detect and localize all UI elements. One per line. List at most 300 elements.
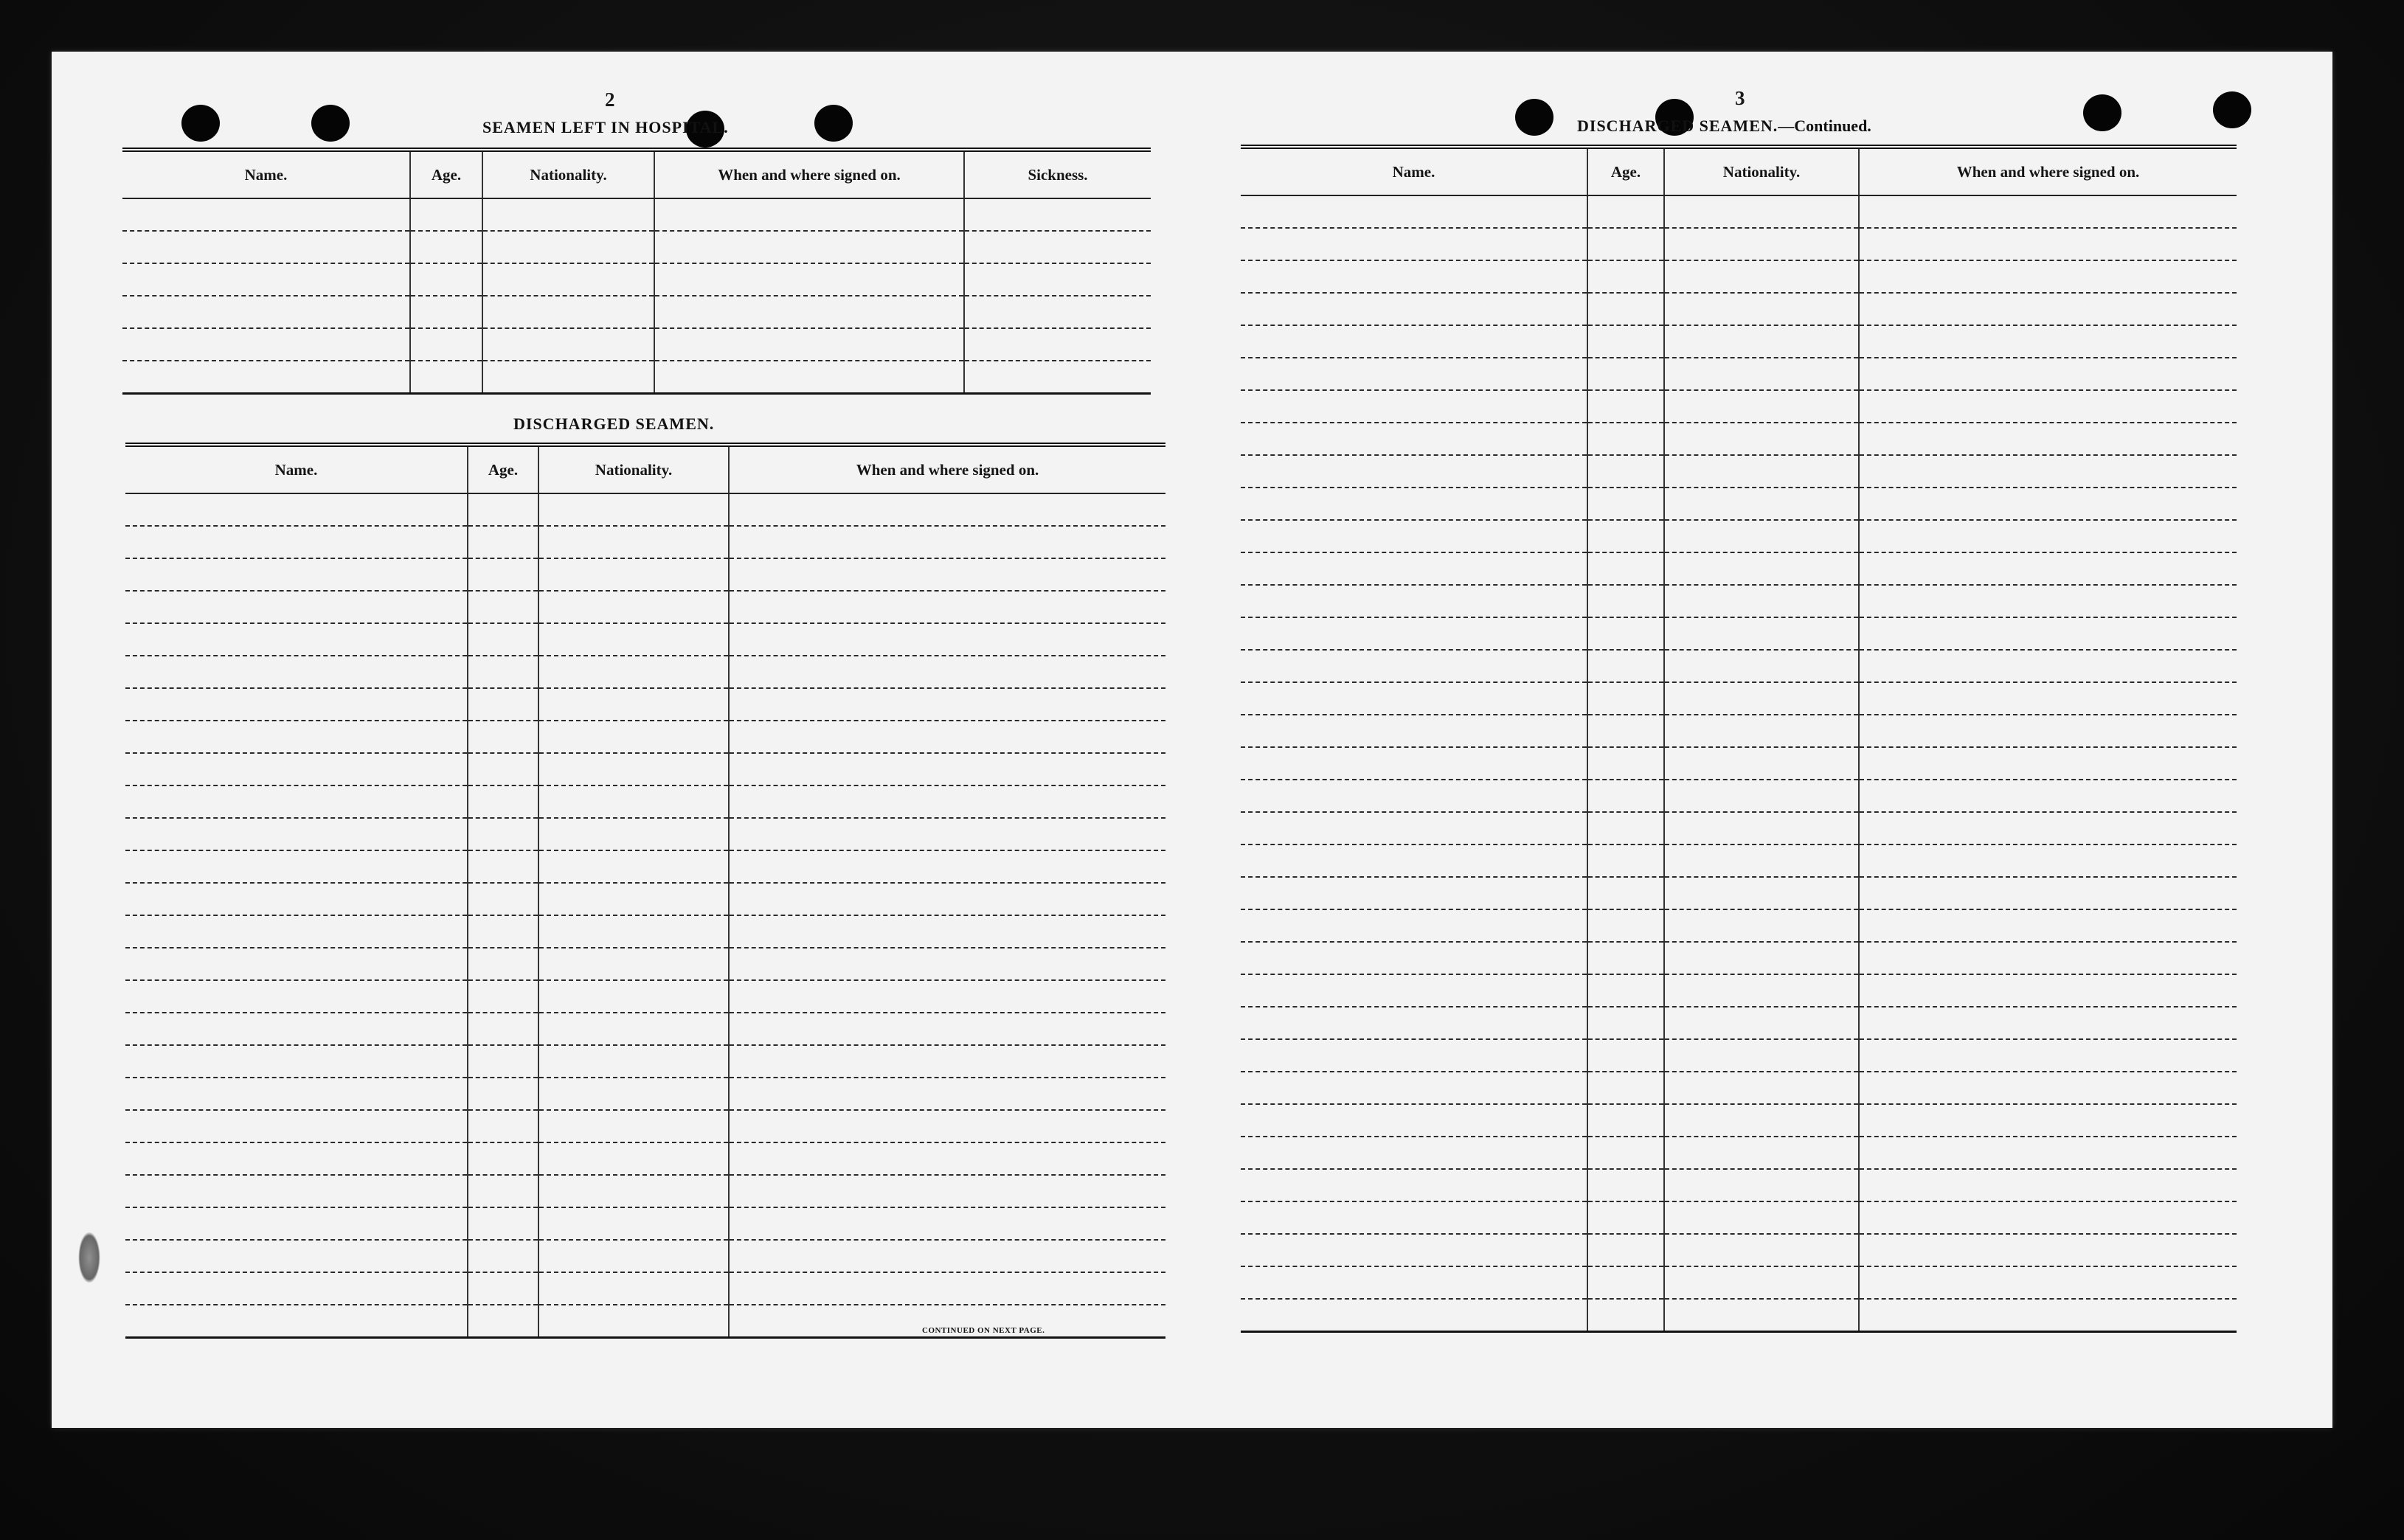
- column-header-name: Name.: [1241, 147, 1587, 195]
- table-cell: [729, 883, 1165, 915]
- table-row: [1241, 228, 2237, 260]
- table-cell: [1241, 423, 1587, 455]
- table-cell: [1664, 423, 1859, 455]
- table-cell: [1664, 1137, 1859, 1169]
- table-cell: [1241, 358, 1587, 390]
- table-cell: [1664, 455, 1859, 488]
- table-cell: [729, 526, 1165, 558]
- table-cell: [122, 231, 410, 263]
- table-cell: [1859, 455, 2237, 488]
- hospital-section-heading: SEAMEN LEFT IN HOSPITAL.: [482, 118, 729, 136]
- table-cell: [1664, 844, 1859, 877]
- column-header-age: Age.: [468, 445, 538, 493]
- table-cell: [468, 688, 538, 721]
- table-cell: [468, 493, 538, 526]
- table-row: [122, 263, 1151, 296]
- table-row: [125, 1013, 1165, 1045]
- table-cell: [1587, 1266, 1664, 1299]
- table-cell: [1587, 390, 1664, 423]
- column-header-age: Age.: [410, 150, 482, 198]
- table-cell: [125, 915, 468, 948]
- table-cell: [538, 688, 729, 721]
- table-cell: [1587, 228, 1664, 260]
- table-cell: [1664, 325, 1859, 358]
- table-cell: [1859, 1234, 2237, 1266]
- table-cell: [1241, 390, 1587, 423]
- table-row: [125, 753, 1165, 785]
- table-cell: [1859, 293, 2237, 325]
- table-cell: [1664, 585, 1859, 617]
- table-row: [1241, 1104, 2237, 1137]
- table-row: [125, 818, 1165, 850]
- table-cell: [125, 1110, 468, 1142]
- table-cell: [729, 915, 1165, 948]
- table-cell: [1241, 650, 1587, 682]
- table-cell: [468, 883, 538, 915]
- table-cell: [1664, 520, 1859, 552]
- table-cell: [1241, 715, 1587, 747]
- table-cell: [122, 328, 410, 361]
- table-cell: [1664, 1072, 1859, 1104]
- table-cell: [964, 231, 1151, 263]
- table-cell: [538, 1272, 729, 1305]
- table-cell: [1587, 423, 1664, 455]
- table-cell: [125, 493, 468, 526]
- table-cell: [1587, 455, 1664, 488]
- table-cell: [1241, 1137, 1587, 1169]
- table-cell: [1664, 358, 1859, 390]
- table-cell: [1664, 1104, 1859, 1137]
- table-cell: [729, 785, 1165, 818]
- table-cell: [1587, 260, 1664, 293]
- table-header-row: [122, 150, 1151, 198]
- table-cell: [1241, 812, 1587, 844]
- table-cell: [1587, 585, 1664, 617]
- column-header-nationality: Nationality.: [482, 150, 654, 198]
- table-cell: [729, 721, 1165, 753]
- table-cell: [1241, 682, 1587, 715]
- table-row: [1241, 455, 2237, 488]
- table-cell: [1664, 650, 1859, 682]
- table-cell: [1587, 617, 1664, 650]
- table-cell: [1587, 780, 1664, 812]
- table-cell: [1587, 1169, 1664, 1201]
- right-page: [1192, 52, 2332, 1428]
- table-row: [1241, 1266, 2237, 1299]
- table-cell: [1241, 1039, 1587, 1072]
- table-row: [1241, 1072, 2237, 1104]
- table-cell: [538, 591, 729, 623]
- table-cell: [1664, 228, 1859, 260]
- table-row: [1241, 1039, 2237, 1072]
- table-cell: [1664, 909, 1859, 942]
- table-cell: [538, 883, 729, 915]
- table-row: [122, 198, 1151, 231]
- table-cell: [654, 296, 964, 328]
- table-cell: [654, 361, 964, 394]
- table-row: [1241, 195, 2237, 228]
- table-cell: [1241, 844, 1587, 877]
- table-cell: [1241, 747, 1587, 780]
- table-cell: [1859, 423, 2237, 455]
- table-row: [125, 1272, 1165, 1305]
- table-cell: [1859, 488, 2237, 520]
- table-cell: [538, 850, 729, 883]
- punch-hole: [1515, 99, 1553, 136]
- table-cell: [125, 883, 468, 915]
- table-cell: [729, 1013, 1165, 1045]
- table-cell: [125, 785, 468, 818]
- table-cell: [1587, 877, 1664, 909]
- table-cell: [964, 361, 1151, 394]
- table-row: [1241, 358, 2237, 390]
- punch-hole: [311, 105, 350, 142]
- table-cell: [1859, 877, 2237, 909]
- table-cell: [1587, 1007, 1664, 1039]
- column-header-signed-on: When and where signed on.: [654, 150, 964, 198]
- table-row: [125, 688, 1165, 721]
- discharged-continued-table: [1241, 145, 2237, 1333]
- table-cell: [1587, 942, 1664, 974]
- table-row: [1241, 844, 2237, 877]
- table-cell: [1859, 1266, 2237, 1299]
- table-cell: [125, 1305, 468, 1338]
- table-cell: [1241, 260, 1587, 293]
- table-row: [125, 656, 1165, 688]
- table-row: [125, 915, 1165, 948]
- table-cell: [1241, 1072, 1587, 1104]
- discharged-continued-table-body: [1241, 195, 2237, 1332]
- table-cell: [654, 328, 964, 361]
- table-cell: [1241, 877, 1587, 909]
- table-cell: [538, 1110, 729, 1142]
- table-cell: [1859, 844, 2237, 877]
- table-cell: [468, 1078, 538, 1110]
- table-cell: [468, 948, 538, 980]
- document-sheet: [52, 52, 2332, 1428]
- column-header-name: Name.: [125, 445, 468, 493]
- table-cell: [538, 915, 729, 948]
- table-row: [1241, 650, 2237, 682]
- table-cell: [1587, 1137, 1664, 1169]
- table-cell: [1241, 552, 1587, 585]
- table-cell: [1241, 325, 1587, 358]
- table-cell: [729, 656, 1165, 688]
- table-row: [1241, 974, 2237, 1007]
- table-cell: [1664, 877, 1859, 909]
- table-cell: [654, 263, 964, 296]
- table-cell: [538, 558, 729, 591]
- table-row: [1241, 1299, 2237, 1332]
- table-cell: [729, 1078, 1165, 1110]
- table-row: [1241, 617, 2237, 650]
- table-cell: [468, 721, 538, 753]
- table-cell: [1859, 747, 2237, 780]
- table-cell: [729, 980, 1165, 1013]
- table-cell: [468, 850, 538, 883]
- table-cell: [1241, 1007, 1587, 1039]
- table-cell: [1859, 682, 2237, 715]
- table-cell: [125, 1045, 468, 1078]
- table-cell: [1859, 1137, 2237, 1169]
- table-row: [122, 231, 1151, 263]
- table-cell: [410, 231, 482, 263]
- table-cell: [1587, 1234, 1664, 1266]
- table-cell: [729, 948, 1165, 980]
- table-cell: [482, 198, 654, 231]
- table-cell: [1587, 520, 1664, 552]
- table-cell: [1859, 325, 2237, 358]
- table-cell: [729, 850, 1165, 883]
- table-cell: [729, 688, 1165, 721]
- table-cell: [1241, 520, 1587, 552]
- table-cell: [538, 980, 729, 1013]
- table-cell: [1664, 1201, 1859, 1234]
- table-cell: [125, 1013, 468, 1045]
- table-cell: [1241, 293, 1587, 325]
- table-row: [1241, 877, 2237, 909]
- margin-blot: [78, 1232, 100, 1283]
- table-row: [1241, 942, 2237, 974]
- column-header-name: Name.: [122, 150, 410, 198]
- table-cell: [125, 623, 468, 656]
- table-cell: [538, 1207, 729, 1240]
- table-cell: [1241, 455, 1587, 488]
- table-cell: [468, 1207, 538, 1240]
- table-cell: [1859, 1201, 2237, 1234]
- table-cell: [1587, 325, 1664, 358]
- table-cell: [538, 721, 729, 753]
- table-cell: [1587, 195, 1664, 228]
- table-cell: [125, 818, 468, 850]
- table-cell: [1241, 228, 1587, 260]
- table-cell: [1587, 844, 1664, 877]
- table-cell: [538, 623, 729, 656]
- table-cell: [1587, 909, 1664, 942]
- right-page-heading: [1577, 117, 1871, 136]
- table-row: [125, 558, 1165, 591]
- table-cell: [1664, 1169, 1859, 1201]
- column-header-signed-on: When and where signed on.: [729, 445, 1165, 493]
- table-cell: [468, 1045, 538, 1078]
- table-cell: [468, 1142, 538, 1175]
- table-cell: [125, 850, 468, 883]
- table-cell: [468, 980, 538, 1013]
- table-cell: [538, 656, 729, 688]
- table-cell: [1859, 1072, 2237, 1104]
- table-cell: [1241, 617, 1587, 650]
- table-cell: [729, 753, 1165, 785]
- table-cell: [468, 623, 538, 656]
- table-cell: [729, 623, 1165, 656]
- table-cell: [729, 1175, 1165, 1207]
- table-cell: [125, 948, 468, 980]
- table-cell: [125, 526, 468, 558]
- table-cell: [1587, 358, 1664, 390]
- table-cell: [468, 1240, 538, 1272]
- table-row: [1241, 747, 2237, 780]
- table-cell: [125, 753, 468, 785]
- table-cell: [1859, 228, 2237, 260]
- table-row: [1241, 715, 2237, 747]
- page-number: 2: [605, 89, 615, 111]
- table-cell: [729, 591, 1165, 623]
- table-cell: [468, 591, 538, 623]
- table-cell: [1664, 1234, 1859, 1266]
- table-cell: [1859, 617, 2237, 650]
- table-cell: [1241, 1104, 1587, 1137]
- table-cell: [125, 688, 468, 721]
- table-row: [1241, 260, 2237, 293]
- table-cell: [1587, 1201, 1664, 1234]
- table-cell: [468, 1305, 538, 1338]
- table-cell: [122, 361, 410, 394]
- discharged-table-body: [125, 493, 1165, 1338]
- table-cell: [482, 296, 654, 328]
- table-cell: [468, 1175, 538, 1207]
- table-row: [125, 1142, 1165, 1175]
- table-cell: [1859, 585, 2237, 617]
- table-cell: [964, 198, 1151, 231]
- table-cell: [1859, 650, 2237, 682]
- table-cell: [1859, 390, 2237, 423]
- table-row: [1241, 520, 2237, 552]
- table-cell: [468, 785, 538, 818]
- table-cell: [1664, 974, 1859, 1007]
- table-cell: [538, 1305, 729, 1338]
- table-cell: [125, 980, 468, 1013]
- table-row: [1241, 1137, 2237, 1169]
- discharged-section-heading: DISCHARGED SEAMEN.: [513, 415, 715, 433]
- table-cell: [1664, 682, 1859, 715]
- table-cell: [1664, 260, 1859, 293]
- table-row: [125, 1207, 1165, 1240]
- table-row: [1241, 423, 2237, 455]
- table-cell: [1241, 909, 1587, 942]
- table-cell: [125, 558, 468, 591]
- table-cell: [1859, 1007, 2237, 1039]
- table-cell: [125, 591, 468, 623]
- table-cell: [468, 558, 538, 591]
- table-row: [125, 850, 1165, 883]
- table-cell: [729, 1207, 1165, 1240]
- table-row: [125, 1110, 1165, 1142]
- column-header-signed-on: When and where signed on.: [1859, 147, 2237, 195]
- punch-hole: [2083, 94, 2121, 131]
- table-cell: [1859, 1299, 2237, 1332]
- table-row: [1241, 780, 2237, 812]
- table-cell: [538, 1045, 729, 1078]
- table-cell: [1664, 715, 1859, 747]
- table-cell: [125, 1175, 468, 1207]
- table-cell: [964, 296, 1151, 328]
- table-cell: [538, 526, 729, 558]
- table-cell: [125, 656, 468, 688]
- column-header-sickness: Sickness.: [964, 150, 1151, 198]
- table-cell: [410, 361, 482, 394]
- table-row: [1241, 488, 2237, 520]
- table-cell: [122, 198, 410, 231]
- table-cell: [410, 328, 482, 361]
- table-cell: [538, 948, 729, 980]
- punch-hole: [2213, 91, 2251, 128]
- table-cell: [1859, 780, 2237, 812]
- table-cell: [729, 1045, 1165, 1078]
- table-row: [125, 1045, 1165, 1078]
- table-cell: [1859, 552, 2237, 585]
- table-row: [125, 591, 1165, 623]
- table-cell: [125, 1207, 468, 1240]
- table-cell: [1664, 942, 1859, 974]
- continued-note: CONTINUED ON NEXT PAGE.: [922, 1326, 1045, 1335]
- table-cell: [1664, 1039, 1859, 1072]
- table-cell: [1241, 195, 1587, 228]
- table-cell: [468, 1013, 538, 1045]
- table-row: [125, 883, 1165, 915]
- table-cell: [1664, 747, 1859, 780]
- column-header-nationality: Nationality.: [1664, 147, 1859, 195]
- table-cell: [1859, 260, 2237, 293]
- table-cell: [468, 526, 538, 558]
- table-row: [125, 526, 1165, 558]
- table-cell: [468, 915, 538, 948]
- hospital-table: [122, 148, 1151, 395]
- table-cell: [538, 1013, 729, 1045]
- table-cell: [410, 296, 482, 328]
- table-cell: [729, 818, 1165, 850]
- table-cell: [538, 1142, 729, 1175]
- table-cell: [125, 1142, 468, 1175]
- table-cell: [410, 263, 482, 296]
- table-header-row: [1241, 147, 2237, 195]
- table-row: [1241, 325, 2237, 358]
- table-cell: [1859, 358, 2237, 390]
- table-cell: [538, 818, 729, 850]
- table-cell: [125, 1240, 468, 1272]
- table-cell: [729, 493, 1165, 526]
- discharged-table: [125, 443, 1165, 1339]
- table-cell: [729, 1142, 1165, 1175]
- table-cell: [1587, 488, 1664, 520]
- table-cell: [1241, 1169, 1587, 1201]
- table-cell: [1587, 1039, 1664, 1072]
- table-cell: [538, 785, 729, 818]
- table-cell: [1241, 1266, 1587, 1299]
- table-cell: [122, 263, 410, 296]
- table-header-row: [125, 445, 1165, 493]
- table-cell: [538, 1240, 729, 1272]
- table-cell: [538, 493, 729, 526]
- table-cell: [964, 328, 1151, 361]
- table-cell: [1587, 552, 1664, 585]
- left-page: [52, 52, 1192, 1428]
- table-cell: [729, 1110, 1165, 1142]
- table-cell: [1859, 1039, 2237, 1072]
- punch-hole: [181, 105, 220, 142]
- table-row: [1241, 585, 2237, 617]
- table-cell: [122, 296, 410, 328]
- table-cell: [468, 1110, 538, 1142]
- table-row: [125, 980, 1165, 1013]
- table-row: [1241, 909, 2237, 942]
- table-row: [125, 493, 1165, 526]
- table-cell: [468, 656, 538, 688]
- table-row: [125, 1078, 1165, 1110]
- table-cell: [1587, 682, 1664, 715]
- table-cell: [1664, 812, 1859, 844]
- table-cell: [1664, 390, 1859, 423]
- table-row: [1241, 682, 2237, 715]
